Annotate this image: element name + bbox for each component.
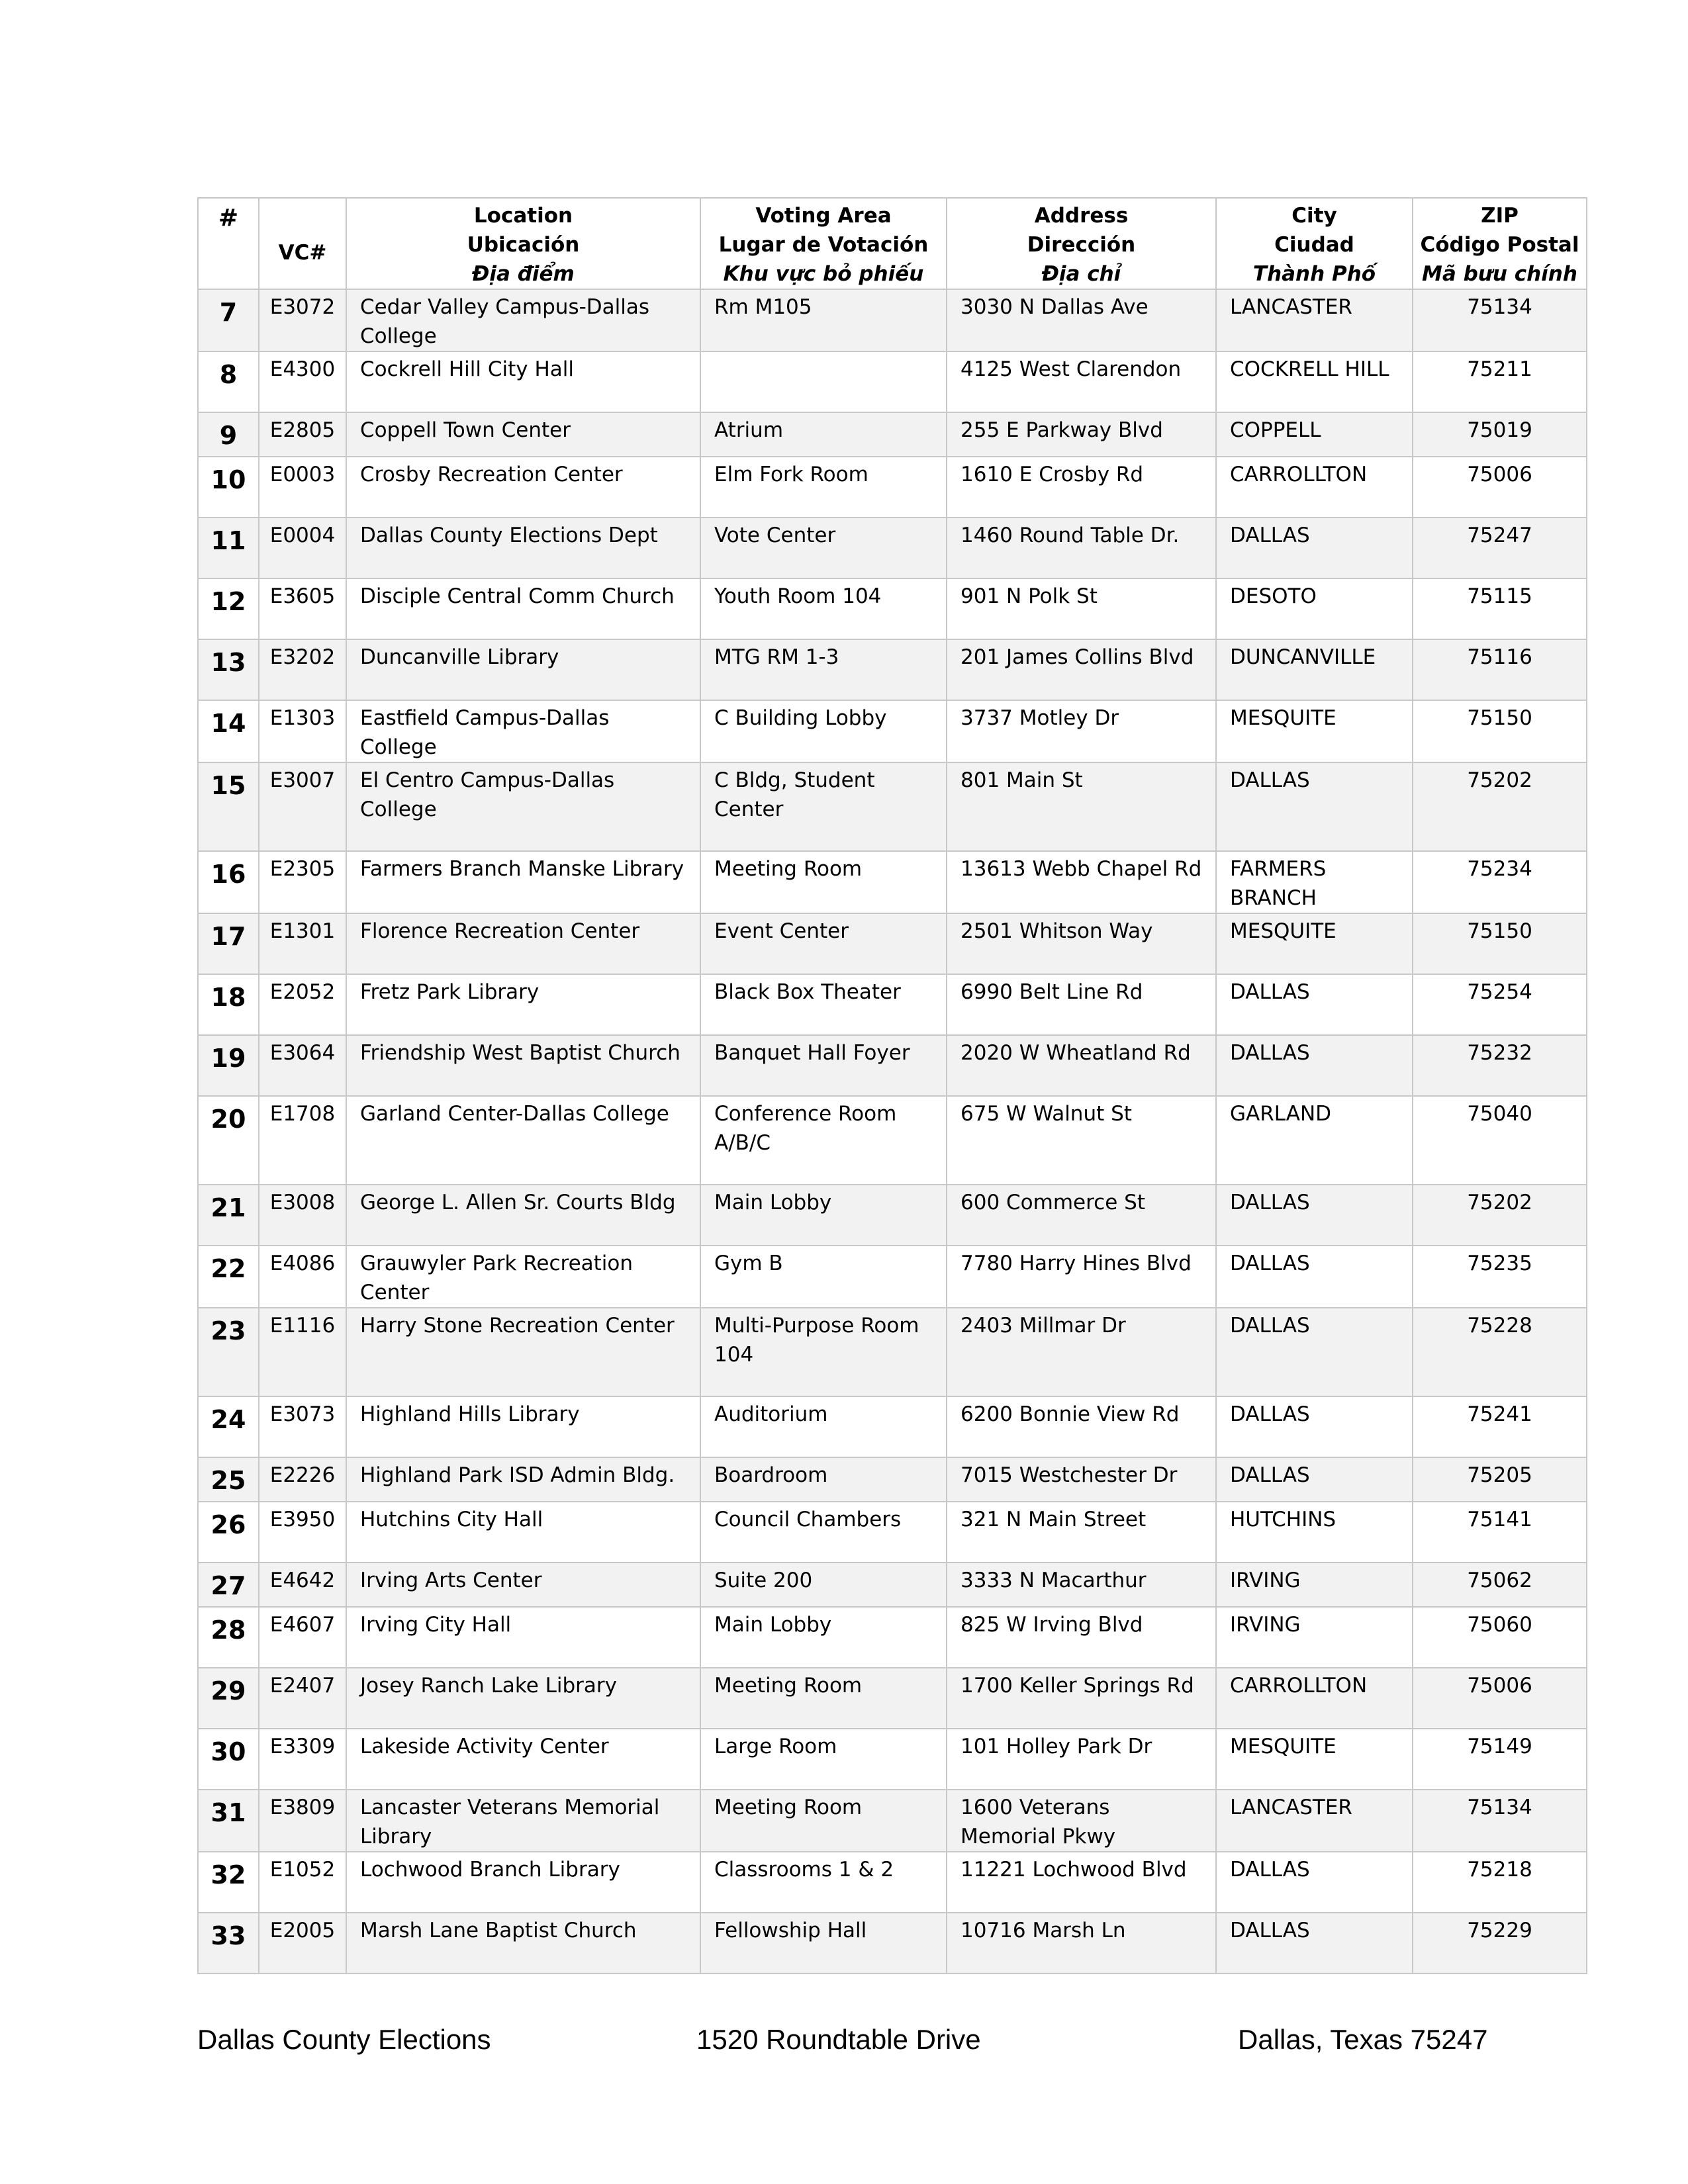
table-row — [198, 762, 1587, 851]
row-number: 31 — [198, 1790, 259, 1852]
table-row — [198, 1852, 1587, 1913]
vc-code: E3202 — [259, 639, 346, 700]
row-number: 27 — [198, 1563, 259, 1607]
vc-code: E3309 — [259, 1729, 346, 1790]
street-address: 901 N Polk St — [947, 578, 1216, 639]
street-address: 201 James Collins Blvd — [947, 639, 1216, 700]
table-row — [198, 1563, 1587, 1607]
header-zip-vi: Mã bưu chính — [1422, 262, 1577, 286]
table-row — [198, 913, 1587, 974]
location-name: Dallas County Elections Dept — [346, 518, 700, 578]
voting-area: MTG RM 1-3 — [700, 639, 947, 700]
location-name: Marsh Lane Baptist Church — [346, 1913, 700, 1974]
city-name: DALLAS — [1216, 1035, 1413, 1096]
voting-area: Auditorium — [700, 1396, 947, 1457]
row-number: 11 — [198, 518, 259, 578]
voting-area: C Building Lobby — [700, 700, 947, 762]
street-address: 825 W Irving Blvd — [947, 1607, 1216, 1668]
voting-area: Gym B — [700, 1246, 947, 1308]
street-address: 801 Main St — [947, 762, 1216, 851]
voting-area: C Bldg, Student Center — [700, 762, 947, 851]
location-name: Friendship West Baptist Church — [346, 1035, 700, 1096]
table-row — [198, 1246, 1587, 1308]
header-location-vi: Địa điểm — [472, 262, 575, 286]
city-name: DALLAS — [1216, 974, 1413, 1035]
table-row — [198, 1913, 1587, 1974]
street-address: 675 W Walnut St — [947, 1096, 1216, 1185]
table-row — [198, 974, 1587, 1035]
location-name: Grauwyler Park Recreation Center — [346, 1246, 700, 1308]
vc-code: E1303 — [259, 700, 346, 762]
zip-code: 75060 — [1413, 1607, 1587, 1668]
street-address: 4125 West Clarendon — [947, 351, 1216, 412]
row-number: 28 — [198, 1607, 259, 1668]
zip-code: 75149 — [1413, 1729, 1587, 1790]
city-name: IRVING — [1216, 1563, 1413, 1607]
voting-area: Atrium — [700, 412, 947, 457]
row-number: 10 — [198, 457, 259, 518]
zip-code: 75115 — [1413, 578, 1587, 639]
header-zip — [1413, 198, 1587, 289]
vc-code: E3064 — [259, 1035, 346, 1096]
voting-area: Main Lobby — [700, 1185, 947, 1246]
vc-code: E0003 — [259, 457, 346, 518]
street-address: 1610 E Crosby Rd — [947, 457, 1216, 518]
table-row — [198, 1668, 1587, 1729]
voting-area: Youth Room 104 — [700, 578, 947, 639]
header-location — [346, 198, 700, 289]
city-name: DESOTO — [1216, 578, 1413, 639]
city-name: MESQUITE — [1216, 700, 1413, 762]
street-address: 2403 Millmar Dr — [947, 1308, 1216, 1396]
street-address: 2501 Whitson Way — [947, 913, 1216, 974]
zip-code: 75134 — [1413, 289, 1587, 351]
location-name: Hutchins City Hall — [346, 1502, 700, 1563]
row-number: 21 — [198, 1185, 259, 1246]
city-name: DALLAS — [1216, 1852, 1413, 1913]
city-name: DUNCANVILLE — [1216, 639, 1413, 700]
location-name: Fretz Park Library — [346, 974, 700, 1035]
street-address: 13613 Webb Chapel Rd — [947, 851, 1216, 913]
zip-code: 75211 — [1413, 351, 1587, 412]
street-address: 321 N Main Street — [947, 1502, 1216, 1563]
row-number: 12 — [198, 578, 259, 639]
location-name: Coppell Town Center — [346, 412, 700, 457]
city-name: MESQUITE — [1216, 1729, 1413, 1790]
street-address: 6200 Bonnie View Rd — [947, 1396, 1216, 1457]
row-number: 15 — [198, 762, 259, 851]
table-row — [198, 412, 1587, 457]
header-zip-es: Código Postal — [1420, 233, 1579, 257]
voting-area: Main Lobby — [700, 1607, 947, 1668]
table-row — [198, 1457, 1587, 1502]
vc-code: E1052 — [259, 1852, 346, 1913]
location-name: Eastfield Campus-Dallas College — [346, 700, 700, 762]
zip-code: 75202 — [1413, 762, 1587, 851]
city-name: DALLAS — [1216, 1308, 1413, 1396]
row-number: 33 — [198, 1913, 259, 1974]
street-address: 7015 Westchester Dr — [947, 1457, 1216, 1502]
street-address: 3737 Motley Dr — [947, 700, 1216, 762]
table-row — [198, 1396, 1587, 1457]
city-name: GARLAND — [1216, 1096, 1413, 1185]
voting-area: Banquet Hall Foyer — [700, 1035, 947, 1096]
table-row — [198, 578, 1587, 639]
vc-code: E2226 — [259, 1457, 346, 1502]
city-name: COPPELL — [1216, 412, 1413, 457]
voting-area: Meeting Room — [700, 1790, 947, 1852]
row-number: 29 — [198, 1668, 259, 1729]
table-row — [198, 1607, 1587, 1668]
header-voting-area-en: Voting Area — [755, 204, 892, 228]
voting-area: Conference Room A/B/C — [700, 1096, 947, 1185]
city-name: HUTCHINS — [1216, 1502, 1413, 1563]
table-row — [198, 639, 1587, 700]
row-number: 8 — [198, 351, 259, 412]
vc-code: E2305 — [259, 851, 346, 913]
vc-code: E4300 — [259, 351, 346, 412]
row-number: 9 — [198, 412, 259, 457]
vc-code: E3950 — [259, 1502, 346, 1563]
voting-area: Vote Center — [700, 518, 947, 578]
row-number: 13 — [198, 639, 259, 700]
vc-code: E2005 — [259, 1913, 346, 1974]
location-name: Crosby Recreation Center — [346, 457, 700, 518]
header-address-es: Dirección — [1027, 233, 1136, 257]
header-number: # — [198, 198, 259, 289]
row-number: 23 — [198, 1308, 259, 1396]
vc-code: E4086 — [259, 1246, 346, 1308]
header-location-en: Location — [473, 204, 573, 228]
row-number: 26 — [198, 1502, 259, 1563]
city-name: LANCASTER — [1216, 289, 1413, 351]
voting-area: Large Room — [700, 1729, 947, 1790]
table-row — [198, 1185, 1587, 1246]
table-row — [198, 289, 1587, 351]
city-name: CARROLLTON — [1216, 1668, 1413, 1729]
street-address: 10716 Marsh Ln — [947, 1913, 1216, 1974]
zip-code: 75202 — [1413, 1185, 1587, 1246]
street-address: 1460 Round Table Dr. — [947, 518, 1216, 578]
footer-address: 1520 Roundtable Drive — [696, 2024, 981, 2055]
zip-code: 75006 — [1413, 1668, 1587, 1729]
vc-code: E1116 — [259, 1308, 346, 1396]
location-name: Lakeside Activity Center — [346, 1729, 700, 1790]
table-row — [198, 851, 1587, 913]
vc-code: E2407 — [259, 1668, 346, 1729]
location-name: George L. Allen Sr. Courts Bldg — [346, 1185, 700, 1246]
voting-area: Fellowship Hall — [700, 1913, 947, 1974]
zip-code: 75006 — [1413, 457, 1587, 518]
location-name: Irving Arts Center — [346, 1563, 700, 1607]
city-name: DALLAS — [1216, 1457, 1413, 1502]
header-city-vi: Thành Phố — [1252, 262, 1376, 286]
header-address-en: Address — [1034, 204, 1129, 228]
zip-code: 75235 — [1413, 1246, 1587, 1308]
vc-code: E3073 — [259, 1396, 346, 1457]
zip-code: 75228 — [1413, 1308, 1587, 1396]
row-number: 24 — [198, 1396, 259, 1457]
voting-area: Classrooms 1 & 2 — [700, 1852, 947, 1913]
table-row — [198, 1729, 1587, 1790]
zip-code: 75241 — [1413, 1396, 1587, 1457]
voting-area — [700, 351, 947, 412]
street-address: 7780 Harry Hines Blvd — [947, 1246, 1216, 1308]
street-address: 255 E Parkway Blvd — [947, 412, 1216, 457]
zip-code: 75234 — [1413, 851, 1587, 913]
header-voting-area-es: Lugar de Votación — [718, 233, 929, 257]
header-city — [1216, 198, 1413, 289]
city-name: DALLAS — [1216, 1246, 1413, 1308]
location-name: Josey Ranch Lake Library — [346, 1668, 700, 1729]
street-address: 600 Commerce St — [947, 1185, 1216, 1246]
row-number: 22 — [198, 1246, 259, 1308]
vc-code: E3809 — [259, 1790, 346, 1852]
voting-area: Elm Fork Room — [700, 457, 947, 518]
table-row — [198, 351, 1587, 412]
zip-code: 75134 — [1413, 1790, 1587, 1852]
city-name: DALLAS — [1216, 762, 1413, 851]
table-row — [198, 1308, 1587, 1396]
header-zip-en: ZIP — [1481, 204, 1519, 228]
zip-code: 75205 — [1413, 1457, 1587, 1502]
voting-area: Black Box Theater — [700, 974, 947, 1035]
zip-code: 75218 — [1413, 1852, 1587, 1913]
zip-code: 75116 — [1413, 639, 1587, 700]
location-name: Irving City Hall — [346, 1607, 700, 1668]
zip-code: 75141 — [1413, 1502, 1587, 1563]
table-row — [198, 518, 1587, 578]
vote-center-table — [197, 197, 1587, 1974]
street-address: 1600 Veterans Memorial Pkwy — [947, 1790, 1216, 1852]
voting-area: Boardroom — [700, 1457, 947, 1502]
row-number: 32 — [198, 1852, 259, 1913]
footer-city: Dallas, Texas 75247 — [1238, 2024, 1488, 2055]
location-name: Cedar Valley Campus-Dallas College — [346, 289, 700, 351]
location-name: Florence Recreation Center — [346, 913, 700, 974]
header-voting-area — [700, 198, 947, 289]
city-name: COCKRELL HILL — [1216, 351, 1413, 412]
street-address: 101 Holley Park Dr — [947, 1729, 1216, 1790]
table-header-row — [198, 198, 1587, 289]
voting-area: Meeting Room — [700, 851, 947, 913]
row-number: 16 — [198, 851, 259, 913]
zip-code: 75150 — [1413, 913, 1587, 974]
row-number: 7 — [198, 289, 259, 351]
row-number: 20 — [198, 1096, 259, 1185]
row-number: 19 — [198, 1035, 259, 1096]
footer-organization: Dallas County Elections — [197, 2024, 491, 2055]
row-number: 30 — [198, 1729, 259, 1790]
row-number: 18 — [198, 974, 259, 1035]
table-row — [198, 1035, 1587, 1096]
voting-area: Multi-Purpose Room 104 — [700, 1308, 947, 1396]
city-name: LANCASTER — [1216, 1790, 1413, 1852]
voting-area: Suite 200 — [700, 1563, 947, 1607]
location-name: Cockrell Hill City Hall — [346, 351, 700, 412]
vc-code: E2052 — [259, 974, 346, 1035]
zip-code: 75150 — [1413, 700, 1587, 762]
vc-code: E3605 — [259, 578, 346, 639]
vc-code: E1301 — [259, 913, 346, 974]
location-name: Disciple Central Comm Church — [346, 578, 700, 639]
row-number: 17 — [198, 913, 259, 974]
city-name: IRVING — [1216, 1607, 1413, 1668]
vc-code: E0004 — [259, 518, 346, 578]
table-row — [198, 1502, 1587, 1563]
city-name: DALLAS — [1216, 518, 1413, 578]
city-name: MESQUITE — [1216, 913, 1413, 974]
table-row — [198, 700, 1587, 762]
zip-code: 75019 — [1413, 412, 1587, 457]
city-name: DALLAS — [1216, 1396, 1413, 1457]
table-row — [198, 1096, 1587, 1185]
street-address: 11221 Lochwood Blvd — [947, 1852, 1216, 1913]
zip-code: 75229 — [1413, 1913, 1587, 1974]
vc-code: E1708 — [259, 1096, 346, 1185]
zip-code: 75232 — [1413, 1035, 1587, 1096]
vc-code: E3007 — [259, 762, 346, 851]
location-name: Farmers Branch Manske Library — [346, 851, 700, 913]
location-name: Harry Stone Recreation Center — [346, 1308, 700, 1396]
row-number: 25 — [198, 1457, 259, 1502]
location-name: Duncanville Library — [346, 639, 700, 700]
street-address: 1700 Keller Springs Rd — [947, 1668, 1216, 1729]
zip-code: 75062 — [1413, 1563, 1587, 1607]
location-name: Highland Hills Library — [346, 1396, 700, 1457]
header-location-es: Ubicación — [467, 233, 580, 257]
zip-code: 75247 — [1413, 518, 1587, 578]
vc-code: E4607 — [259, 1607, 346, 1668]
voting-area: Event Center — [700, 913, 947, 974]
voting-area: Rm M105 — [700, 289, 947, 351]
location-name: Lochwood Branch Library — [346, 1852, 700, 1913]
header-city-es: Ciudad — [1274, 233, 1354, 257]
voting-area: Meeting Room — [700, 1668, 947, 1729]
vc-code: E4642 — [259, 1563, 346, 1607]
vc-code: E3008 — [259, 1185, 346, 1246]
city-name: DALLAS — [1216, 1913, 1413, 1974]
location-name: Highland Park ISD Admin Bldg. — [346, 1457, 700, 1502]
header-address-vi: Địa chỉ — [1041, 262, 1121, 286]
city-name: DALLAS — [1216, 1185, 1413, 1246]
header-city-en: City — [1291, 204, 1337, 228]
street-address: 3333 N Macarthur — [947, 1563, 1216, 1607]
header-address — [947, 198, 1216, 289]
table-body — [198, 289, 1587, 1974]
vc-code: E2805 — [259, 412, 346, 457]
header-voting-area-vi: Khu vực bỏ phiếu — [723, 262, 924, 286]
row-number: 14 — [198, 700, 259, 762]
table-row — [198, 457, 1587, 518]
street-address: 3030 N Dallas Ave — [947, 289, 1216, 351]
table-row — [198, 1790, 1587, 1852]
location-name: Lancaster Veterans Memorial Library — [346, 1790, 700, 1852]
street-address: 2020 W Wheatland Rd — [947, 1035, 1216, 1096]
location-name: El Centro Campus-Dallas College — [346, 762, 700, 851]
city-name: CARROLLTON — [1216, 457, 1413, 518]
location-name: Garland Center-Dallas College — [346, 1096, 700, 1185]
street-address: 6990 Belt Line Rd — [947, 974, 1216, 1035]
header-vc: VC# — [259, 198, 346, 289]
zip-code: 75254 — [1413, 974, 1587, 1035]
voting-area: Council Chambers — [700, 1502, 947, 1563]
zip-code: 75040 — [1413, 1096, 1587, 1185]
city-name: FARMERS BRANCH — [1216, 851, 1413, 913]
vc-code: E3072 — [259, 289, 346, 351]
